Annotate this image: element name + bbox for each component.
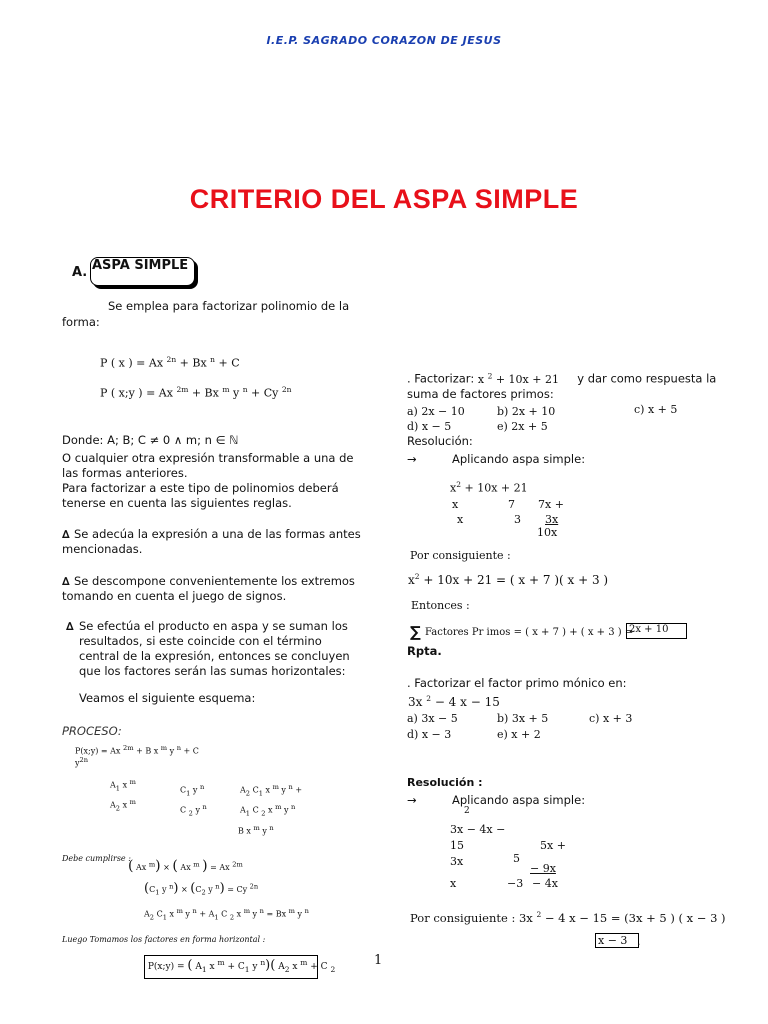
ex2-aspa-exp: 2 xyxy=(464,806,470,816)
rule3-line-1: Se efectúa el producto en aspa y se suman los xyxy=(79,619,348,633)
rule2-line-2: tomando en cuenta el juego de signos. xyxy=(62,589,287,603)
rule1-line-2: mencionadas. xyxy=(62,542,143,556)
ex2-porconsiguiente: Por consiguiente : 3x $^2$ − 4 x − 15 = (3x + 5 ) ( x − 3 ) xyxy=(410,910,726,925)
rule2-line-1: Se descompone convenientemente los extremos xyxy=(74,574,355,588)
ex1-aspa-x1: x xyxy=(452,498,459,511)
ex1-aspa-7: 7 xyxy=(508,498,515,511)
ex2-aspa-5x: 5x + xyxy=(540,839,566,852)
ex1-result: $x^2 + 10x + 21$ = ( x + 7 )( x + 3 ) xyxy=(408,572,609,587)
delta-icon: ∆ xyxy=(66,620,74,633)
ex2-aplicando: Aplicando aspa simple: xyxy=(452,793,586,807)
sigma-icon: ∑ xyxy=(410,623,421,641)
scheme-r2c3: $A_1$ C $_2$ x $^m$ y $^n$ xyxy=(240,803,296,818)
rule1-line-1: Se adecúa la expresión a una de las formas antes xyxy=(74,527,361,541)
intro-line-2: forma: xyxy=(62,315,100,329)
ex2-opt-b: b) 3x + 5 xyxy=(497,712,549,725)
ex1-resolucion: Resolución: xyxy=(407,434,473,448)
ex1-sum: Factores Pr imos = ( x + 7 ) + ( x + 3 ) = xyxy=(425,627,634,638)
ex1-answer-box: 2x + 10 xyxy=(626,623,687,639)
ex2-answer-box: x − 3 xyxy=(595,933,639,948)
ex1-opt-b: b) 2x + 10 xyxy=(497,405,556,418)
section-letter: A. xyxy=(72,265,88,280)
condition-1: ( Ax $^m$) × ( Ax $^m$ ) = Ax $^{2m}$ xyxy=(128,858,243,874)
page-number: 1 xyxy=(374,953,383,968)
donde-line: Donde: A; B; C ≠ 0 ∧ m; n ∈ ℕ xyxy=(62,433,239,447)
ex1-aspa-10x: 10x xyxy=(537,526,558,539)
formula-2: P ( x;y ) = Ax $^{2m}$ + Bx $^m$ y $^n$ + Cy $^{2n}$ xyxy=(100,385,292,400)
formula-1: P ( x ) = Ax $^{2n}$ + Bx $^n$ + C xyxy=(100,355,240,370)
proceso-formula: P(x;y) = Ax $^{2m}$ + B x $^m$ y $^n$ + C xyxy=(75,744,199,756)
ex2-opt-e: e) x + 2 xyxy=(497,728,541,741)
luego-label: Luego Tomamos los factores en forma horizontal : xyxy=(62,935,266,944)
scheme-r1c3: $A_2$ $C_1$ x $^m$ y $^n$ + xyxy=(240,783,303,798)
ex1-aspa-top: $x^2 + 10x + 21$ xyxy=(450,480,528,495)
ex1-aspa-3x: 3x xyxy=(545,513,559,526)
delta-icon: ∆ xyxy=(62,575,70,588)
ex1-aplicando: Aplicando aspa simple: xyxy=(452,452,586,466)
scheme-r2c1: $A_2$ x $^m$ xyxy=(110,798,136,813)
ex2-expr: 3x $^2$ − 4 x − 15 xyxy=(408,694,500,709)
ex2-aspa-4x: − 4x xyxy=(532,877,558,890)
ex1-rpta: Rpta. xyxy=(407,644,442,658)
ex1-opt-c: c) x + 5 xyxy=(634,403,678,416)
ex2-aspa-x: x xyxy=(450,877,457,890)
ex2-aspa-top: 3x − 4x − xyxy=(450,823,506,836)
scheme-r2c2: C $_2$ y $^n$ xyxy=(180,803,207,818)
rule3-line-2: resultados, si este coincide con el término xyxy=(79,634,322,648)
ex1-prompt: . Factorizar: x $^2$ + 10x + 21 y dar como respuesta la xyxy=(407,371,717,386)
ex2-aspa-9x: − 9x xyxy=(530,862,556,875)
ex2-resolucion: Resolución : xyxy=(407,776,483,789)
scheme-r1c2: $C_1$ y $^n$ xyxy=(180,783,205,798)
ex1-aspa-3: 3 xyxy=(514,513,521,526)
debe-label: Debe cumplirse : xyxy=(62,854,131,863)
para-line-4: tenerse en cuenta las siguientes reglas. xyxy=(62,496,292,510)
scheme-sum: B x $^m$ y $^n$ xyxy=(238,824,274,836)
proceso-formula-y: $y^{2n}$ xyxy=(75,756,89,768)
ex2-opt-c: c) x + 3 xyxy=(589,712,633,725)
intro-line-1: Se emplea para factorizar polinomio de la xyxy=(108,299,350,313)
scheme-r1c1: $A_1$ x $^m$ xyxy=(110,778,136,793)
ex1-opt-e: e) 2x + 5 xyxy=(497,420,548,433)
ex1-porconsiguiente: Por consiguiente : xyxy=(410,549,511,562)
ex2-opt-d: d) x − 3 xyxy=(407,728,452,741)
page-title: CRITERIO DEL ASPA SIMPLE xyxy=(189,184,579,214)
ex2-aspa-neg3: −3 xyxy=(507,877,524,890)
arrow-icon: → xyxy=(407,452,417,466)
ex1-opt-a: a) 2x − 10 xyxy=(407,405,465,418)
ex1-aspa-7x: 7x + xyxy=(538,498,564,511)
ex2-aspa-3x: 3x xyxy=(450,855,464,868)
ex2-opt-a: a) 3x − 5 xyxy=(407,712,458,725)
ex1-entonces: Entonces : xyxy=(411,599,470,612)
veamos-line: Veamos el siguiente esquema: xyxy=(79,691,256,705)
ex1-opt-d: d) x − 5 xyxy=(407,420,452,433)
ex1-aspa-x2: x xyxy=(457,513,464,526)
para-line-1: O cualquier otra expresión transformable a una de xyxy=(62,451,354,465)
school-header: I.E.P. SAGRADO CORAZON DE JESUS xyxy=(266,34,502,47)
final-formula: P(x;y) = ( $A_1$ x $^m + C_1$ y $^n$)( $A_2$ x $^m$ + C $_2$ xyxy=(144,955,318,979)
delta-icon: ∆ xyxy=(62,528,70,541)
para-line-3: Para factorizar a este tipo de polinomios deberá xyxy=(62,481,339,495)
ex1-prompt-2: suma de factores primos: xyxy=(407,387,554,401)
proceso-label: PROCESO: xyxy=(62,724,122,738)
para-line-2: las formas anteriores. xyxy=(62,466,188,480)
ex2-period: . xyxy=(637,935,641,948)
ex2-aspa-15: 15 xyxy=(450,839,464,852)
condition-3: $A_2$ $C_1$ x $^m$ y $^n + A_1$ C $_2$ x $^m$ y $^n$ = Bx $^m$ y $^n$ xyxy=(144,907,309,922)
rule3-line-4: que los factores serán las sumas horizontales: xyxy=(79,664,346,678)
arrow-icon: → xyxy=(407,793,417,807)
ex2-aspa-5: 5 xyxy=(513,852,520,865)
condition-2: ($C_1$ y $^n) \times (C_2$ y $^n$) = Cy $^{2n}$ xyxy=(144,881,259,897)
section-label: ASPA SIMPLE xyxy=(92,258,189,273)
rule3-line-3: central de la expresión, entonces se concluyen xyxy=(79,649,350,663)
ex2-prompt: . Factorizar el factor primo mónico en: xyxy=(407,676,627,690)
